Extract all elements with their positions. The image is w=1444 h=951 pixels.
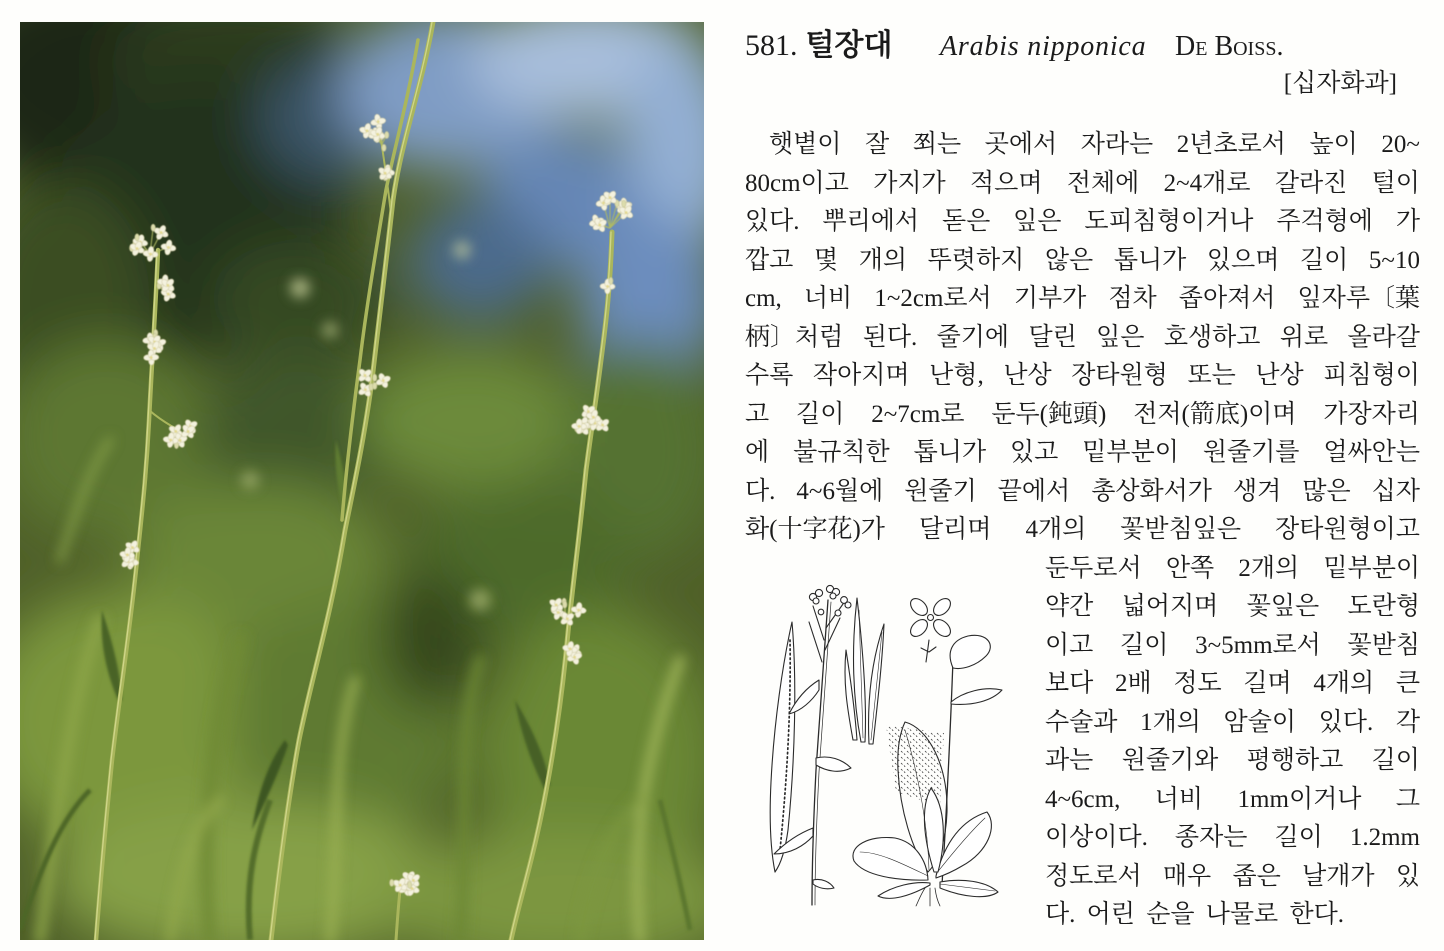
description-line (745, 203, 1420, 241)
background-foliage (20, 22, 704, 940)
text-word: 피침형이 (1323, 362, 1420, 389)
text-word: 좁은 (1232, 862, 1281, 890)
flower-bud (622, 200, 626, 207)
flower-bud (563, 601, 567, 608)
text-word: 가 (1395, 208, 1420, 235)
text-word: 이상이다. (1045, 824, 1148, 851)
text-word: 있으며 (1206, 246, 1280, 274)
text-word: 자라는 (1080, 131, 1154, 158)
text-word: 쬐는 (912, 131, 962, 158)
text-word: 주걱형에 (1276, 208, 1373, 235)
flower-bud (382, 144, 386, 151)
text-word: 다. (745, 477, 776, 505)
text-word: 가지가 (873, 169, 946, 197)
description-line (1045, 665, 1420, 703)
flower-bud (407, 881, 411, 888)
text-word: 돋은 (941, 208, 991, 235)
text-word: 1~2cm로서 (874, 285, 992, 312)
text-word: 이고 (1045, 631, 1094, 659)
text-word: 날개가 (1302, 862, 1375, 890)
text-word: 1개의 (1140, 708, 1201, 736)
text-word: 길이 (1299, 246, 1349, 274)
text-word: 있고 (1010, 439, 1059, 466)
text-word: 2~7cm로 (871, 400, 965, 428)
description-line (1045, 627, 1420, 665)
text-word: 5~10 (1368, 246, 1420, 274)
text-word: 80cm이고 (745, 169, 849, 197)
text-word: 밑부분이 (1082, 439, 1179, 466)
text-word: 수술과 (1045, 708, 1118, 736)
text-word: 난상 (1003, 362, 1052, 389)
text-word: 넓어지며 (1121, 593, 1219, 620)
author-citation: De Boiss. (1175, 31, 1284, 62)
text-word: 종자는 (1174, 824, 1248, 851)
text-word: 달리며 (918, 516, 992, 543)
text-word: 원줄기 (904, 477, 977, 505)
text-word: 길이 (1120, 631, 1169, 659)
description-line (745, 280, 1420, 318)
text-word: 꽃받침 (1347, 631, 1420, 659)
description-line (745, 165, 1420, 203)
description-line (745, 511, 1420, 549)
korean-name: 털장대 (805, 29, 893, 62)
illustration-flower (907, 595, 953, 662)
text-word: 너비 (1154, 785, 1204, 813)
text-word: 줄기에 (936, 323, 1010, 351)
text-word: 난형, (929, 362, 984, 389)
plant-illustration (755, 575, 1010, 910)
text-word: 뚜렷하지 (927, 246, 1025, 274)
text-word: 몇 (813, 246, 839, 274)
text-word: 좁아져서 (1178, 285, 1276, 312)
description-line (1045, 742, 1420, 780)
text-word: 수록 (745, 362, 794, 389)
text-word: 원줄기를 (1202, 439, 1300, 466)
text-word: 길이 (796, 400, 845, 428)
text-word: 톱니가 (913, 439, 987, 466)
text-word: 많은 (1302, 477, 1351, 505)
text-word: 잎자루〔葉 (1297, 285, 1420, 312)
text-word: cm, (745, 285, 782, 312)
text-word: 잘 (865, 131, 890, 158)
text-word: 에 (745, 439, 770, 466)
text-word: 불규칙한 (793, 439, 890, 466)
text-word: 높이 (1309, 131, 1358, 158)
text-word: 밑부분이 (1323, 554, 1420, 582)
text-word: 기부가 (1013, 285, 1087, 312)
text-word: 큰 (1395, 670, 1420, 697)
text-word: 길이 (1274, 824, 1323, 851)
flower-bud (385, 131, 389, 138)
text-word: 둔두(鈍頭) (991, 400, 1107, 428)
description-line (1045, 858, 1420, 896)
text-word: 4~6월에 (796, 477, 884, 505)
text-word: 생겨 (1232, 477, 1282, 505)
text-word: 그 (1395, 785, 1420, 813)
text-word: 약간 (1045, 593, 1094, 620)
text-word: 호생하고 (1163, 323, 1261, 351)
text-word: 4개의 (1025, 516, 1087, 543)
text-word: 곳에서 (984, 131, 1058, 158)
text-word: 1.2mm (1349, 824, 1420, 851)
text-word: 끝에서 (997, 477, 1071, 505)
text-word: 작아지며 (812, 362, 910, 389)
illustration-stem-leaf (813, 879, 834, 888)
description-line (745, 242, 1420, 280)
text-word: 전저(箭底)이며 (1133, 400, 1297, 428)
text-word: 도피침형이거나 (1084, 208, 1254, 235)
text-word: 정도 (1173, 670, 1222, 697)
text-word: 전체에 (1066, 169, 1140, 197)
description-line (745, 126, 1420, 164)
text-word: 장타원형 (1071, 362, 1168, 389)
text-word: 원줄기와 (1121, 747, 1219, 774)
flower-bud (373, 382, 377, 389)
text-word: 있다. (1318, 708, 1374, 736)
description-line (745, 319, 1420, 357)
text-word: 2개의 (1238, 554, 1300, 582)
text-word: 적으며 (970, 169, 1043, 197)
description-line (1045, 550, 1420, 588)
description-line (745, 396, 1420, 434)
text-word: 각 (1395, 708, 1420, 736)
text-word: 털이 (1371, 169, 1420, 197)
text-word: 장타원형이고 (1275, 516, 1420, 543)
entry-heading (745, 26, 892, 66)
text-word: 안쪽 (1165, 554, 1215, 582)
text-word: 3~5mm로서 (1195, 631, 1321, 659)
illustration-stem-leaf (816, 757, 851, 771)
text-word: 또는 (1187, 362, 1236, 389)
text-word: 햇볕이 (769, 131, 842, 158)
flower-bud (390, 879, 394, 886)
text-word: 가장자리 (1323, 400, 1420, 428)
text-word: 길이 (1371, 747, 1420, 774)
text-word: 달린 (1028, 323, 1077, 351)
text-word: 깝고 (745, 246, 794, 274)
text-word: 도란형 (1347, 593, 1420, 620)
entry-number: 581. (745, 29, 798, 62)
text-word: 과는 (1045, 747, 1094, 774)
text-word: 2배 (1115, 670, 1152, 697)
flower-bud (151, 224, 155, 231)
text-word: 꽃받침잎은 (1120, 516, 1242, 543)
description-line (745, 473, 1420, 511)
illustration-narrow-leaves (845, 598, 884, 744)
text-word: 1mm이거나 (1237, 785, 1362, 813)
family-name: [십자화과] (1283, 70, 1397, 97)
text-word: 않은 (1044, 246, 1094, 274)
text-word: 고 (745, 400, 770, 428)
text-word: 올라갈 (1347, 323, 1420, 351)
text-word: 매우 (1162, 862, 1212, 890)
flower-bud (135, 234, 139, 241)
text-word: 꽃잎은 (1246, 593, 1320, 620)
illustration-seed-pod (770, 622, 795, 872)
text-word: 화(十字花)가 (745, 516, 885, 543)
description-line (1045, 704, 1420, 742)
text-word: 얼싸안는 (1323, 439, 1420, 466)
flower-bud (609, 277, 613, 284)
text-word: 20~ (1381, 131, 1420, 158)
text-word: 있다. (745, 208, 800, 235)
text-word: 2~4개로 (1163, 169, 1251, 197)
text-word: 2년초로서 (1176, 131, 1286, 158)
text-word: 너비 (803, 285, 853, 312)
text-word: 위로 (1279, 323, 1329, 351)
text-word: 된다. (862, 323, 918, 351)
text-word: 개의 (858, 246, 908, 274)
text-word: 柄〕처럼 (745, 323, 844, 351)
text-word: 난상 (1255, 362, 1304, 389)
text-word: 잎은 (1096, 323, 1145, 351)
text-word: 톱니가 (1113, 246, 1187, 274)
text-word: 십자 (1371, 477, 1420, 505)
text-word: 보다 (1045, 670, 1094, 697)
description-line (1045, 781, 1420, 819)
text-word: 정도로서 (1045, 862, 1142, 890)
scientific-name: Arabis nipponica (940, 31, 1147, 62)
description-line (1045, 819, 1420, 857)
text-word: 점차 (1108, 285, 1157, 312)
description-line (745, 434, 1420, 472)
text-word: 암술이 (1223, 708, 1296, 736)
text-word: 총상화서가 (1091, 477, 1212, 505)
text-word: 4~6cm, (1045, 785, 1121, 813)
text-word: 뿌리에서 (822, 208, 920, 235)
text-word: 갈라진 (1274, 169, 1348, 197)
text-word: 있 (1395, 862, 1420, 890)
text-word: 둔두로서 (1045, 554, 1142, 582)
text-word: 4개의 (1313, 670, 1375, 697)
text-word: 길며 (1243, 670, 1292, 697)
description-line (745, 357, 1420, 395)
description-line: 다. 어린 순을 나물로 한다. (1045, 901, 1345, 928)
text-word: 잎은 (1013, 208, 1062, 235)
text-word: 평행하고 (1246, 747, 1344, 774)
plant-photo (20, 22, 704, 940)
flower-bud (373, 374, 377, 381)
description-line (1045, 588, 1420, 626)
